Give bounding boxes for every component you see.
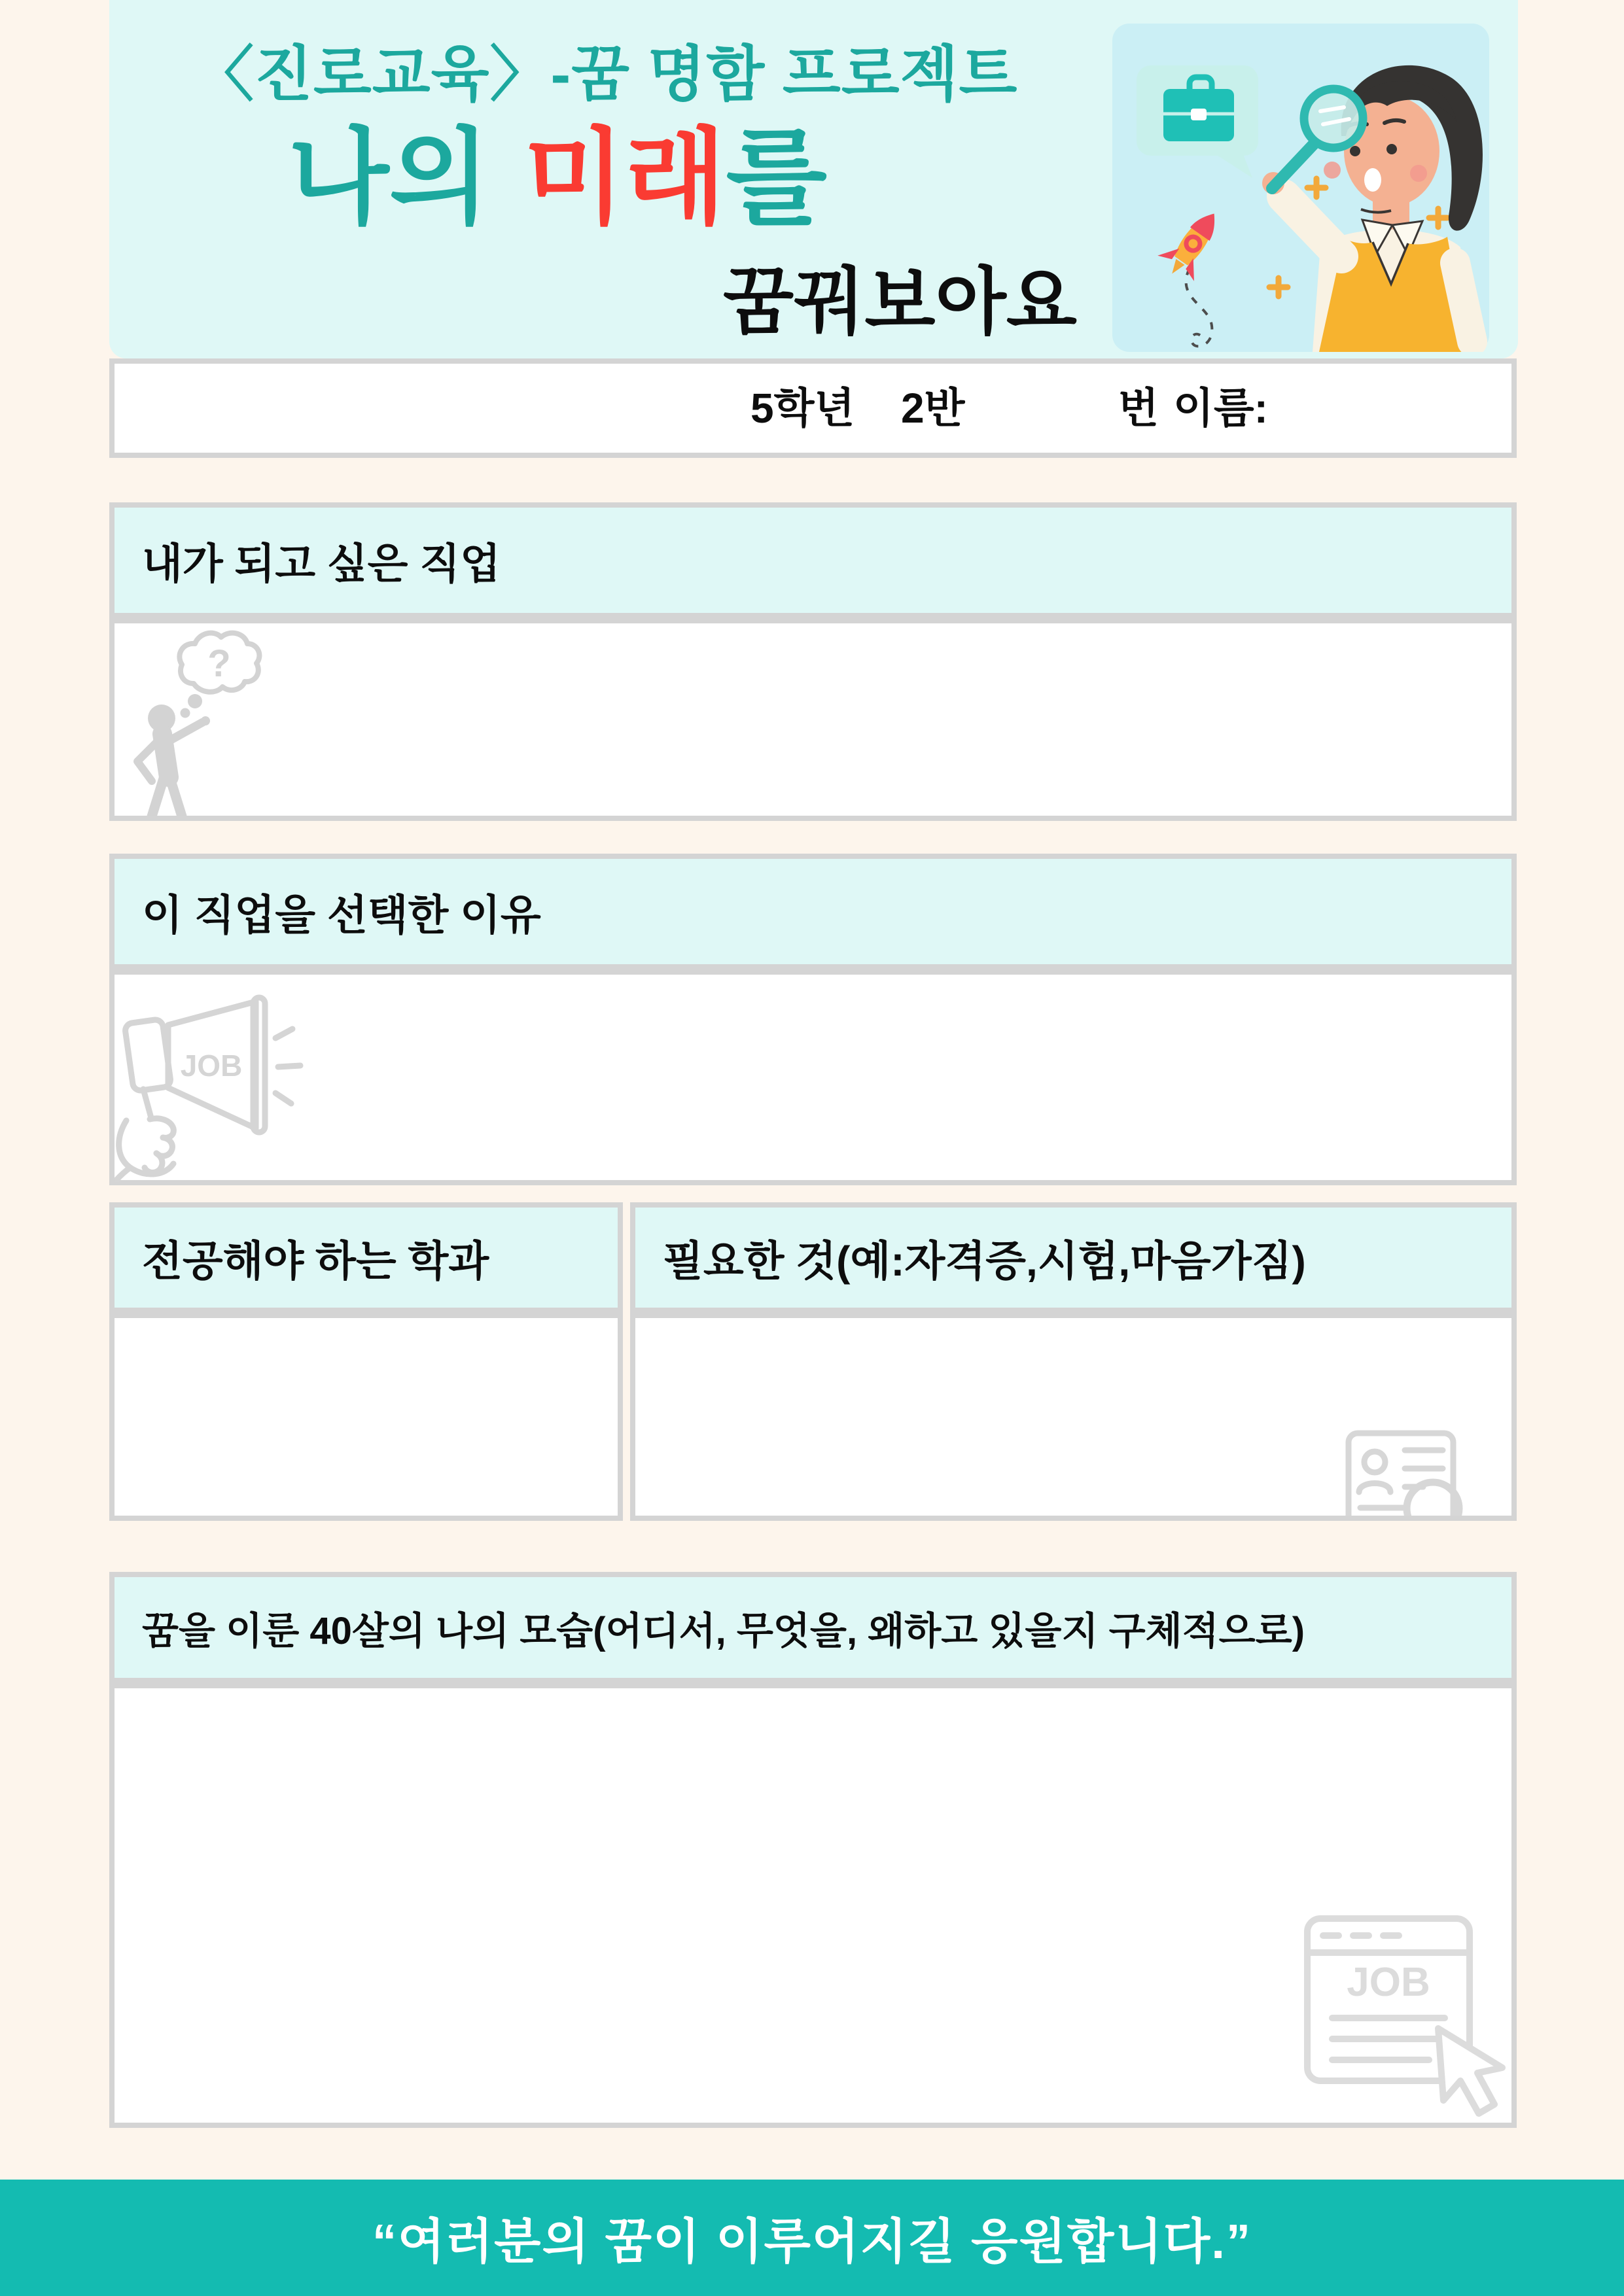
- section-4-header: [109, 1572, 1517, 1683]
- browser-job-label: JOB: [1347, 1960, 1430, 2005]
- section-3-right-title: 필요한 것(예:자격증,시험,마음가짐): [663, 1237, 1306, 1285]
- student-number-label: 번: [1118, 385, 1159, 432]
- section-3-left-answer-area[interactable]: [109, 1313, 623, 1521]
- title-part-2: 미래: [523, 119, 726, 236]
- thinking-person-question-icon: [118, 621, 272, 816]
- title-part-1: 나의: [288, 119, 491, 236]
- footer-message: “여러분의 꿈이 이루어지길 응원합니다.”: [372, 2214, 1252, 2269]
- student-name-label: 이름:: [1173, 385, 1268, 432]
- section-3-right-header: [630, 1202, 1517, 1313]
- page-title: [288, 119, 827, 236]
- title-part-3: 를: [726, 119, 827, 236]
- class-label: 2반: [901, 385, 965, 432]
- student-info-bar[interactable]: [109, 358, 1517, 458]
- footer-banner: [0, 2180, 1624, 2296]
- job-browser-cursor-icon: [1301, 1912, 1517, 2123]
- page-subtitle: 꿈꿔보아요: [723, 261, 1077, 343]
- section-2-header: [109, 854, 1517, 969]
- resume-search-icon: [1343, 1428, 1512, 1516]
- section-1-header: [109, 502, 1517, 618]
- section-3-left-title: 전공해야 하는 학과: [142, 1237, 489, 1285]
- section-4-title: 꿈을 이룬 40살의 나의 모습(어디서, 무엇을, 왜하고 있을지 구체적으로): [142, 1610, 1305, 1652]
- section-1-answer-area[interactable]: [109, 618, 1517, 821]
- section-2-title: 이 직업을 선택한 이유: [142, 891, 541, 939]
- hero-kicker: 〈진로교육〉-꿈 명함 프로젝트: [194, 41, 1018, 108]
- megaphone-job-label: JOB: [180, 1049, 243, 1083]
- section-1-title: 내가 되고 싶은 직업: [142, 540, 501, 587]
- section-3-left-header: [109, 1202, 623, 1313]
- section-2-answer-area[interactable]: [109, 969, 1517, 1185]
- question-mark-glyph: ?: [207, 642, 231, 685]
- megaphone-job-icon: [115, 983, 311, 1182]
- career-search-illustration: [1112, 24, 1489, 352]
- grade-label: 5학년: [750, 385, 855, 432]
- hero-banner: [109, 0, 1518, 358]
